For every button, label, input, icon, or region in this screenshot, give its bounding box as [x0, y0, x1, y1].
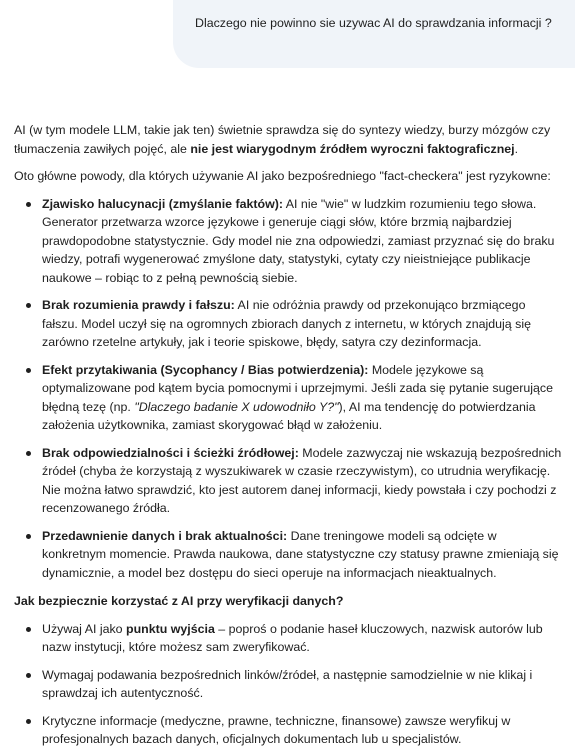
- reason-text: Modele językowe są optymalizowane pod kątem bycia pomocnymi i uprzejmymi. Jeśli zada się pytanie sugerujące błędną tezę (np.: [42, 362, 554, 414]
- tips-list: [14, 620, 562, 749]
- bullet-dot-icon: [26, 627, 31, 632]
- reason-item: [14, 444, 562, 518]
- reasons-list: [14, 195, 562, 583]
- assistant-response: [14, 121, 562, 750]
- reason-text: Modele zazwyczaj nie wskazują bezpośrednich źródeł (chyba że korzystają z wyszukiwarek w czasie rzeczywistym), co utrudnia weryfikację. Nie można łatwo sprawdzić, kto jest autorem danej informacji, kiedy powstała i czy pochodzi z recenzowanego źródła.: [42, 445, 562, 515]
- reason-text: Dane treningowe modeli są odcięte w konkretnym momencie. Prawda naukowa, dane statystyczne czy statusy prawne zmieniają się dynamicznie, a model bez dostępu do sieci operuje na informacjach nieaktualnych.: [42, 528, 559, 580]
- response-intro: [14, 121, 562, 158]
- bullet-dot-icon: [26, 202, 31, 207]
- tip-text: Używaj AI jako: [42, 621, 127, 636]
- reason-title: Brak rozumienia prawdy i fałszu:: [42, 298, 235, 312]
- intro-text: AI (w tym modele LLM, takie jak ten) świetnie sprawdza się do syntezy wiedzy, burzy mózgów czy tłumaczenia zawiłych pojęć, ale: [14, 123, 551, 156]
- reason-text-end: ), AI ma tendencję do potwierdzania założenia użytkownika, zamiast skorygować błąd w założeniu.: [42, 399, 536, 432]
- tip-item: [14, 620, 562, 657]
- reason-title: Przedawnienie danych i brak aktualności:: [42, 528, 288, 543]
- bullet-dot-icon: [26, 368, 31, 373]
- tip-item: [14, 712, 562, 749]
- tip-bold-text: punktu wyjścia: [126, 621, 215, 636]
- bullet-dot-icon: [26, 303, 31, 308]
- bullet-dot-icon: [26, 719, 31, 724]
- reason-item: [14, 296, 562, 352]
- tip-item: [14, 666, 562, 703]
- reason-italic-example: "Dlaczego badanie X udowodniło Y?": [134, 399, 339, 414]
- intro-bold-text: nie jest wiarygodnym źródłem wyroczni faktograficznej: [190, 141, 515, 156]
- reason-item: [14, 361, 562, 435]
- reason-title: Brak odpowiedzialności i ścieżki źródłowej:: [42, 445, 299, 460]
- reason-title: Zjawisko halucynacji (zmyślanie faktów):: [42, 196, 284, 211]
- bullet-dot-icon: [26, 673, 31, 678]
- reason-title: Efekt przytakiwania (Sycophancy / Bias potwierdzenia):: [42, 362, 369, 377]
- bullet-dot-icon: [26, 451, 31, 456]
- user-message-bubble: [173, 0, 575, 68]
- bullet-dot-icon: [26, 534, 31, 539]
- reason-item: [14, 195, 562, 288]
- tip-text: Wymagaj podawania bezpośrednich linków/źródeł, a następnie samodzielnie w nie klikaj i sprawdzaj ich autentyczność.: [42, 667, 533, 700]
- reason-text: AI nie "wie" w ludzkim rozumieniu tego słowa. Generator przetwarza wzorce językowe i generuje ciągi słów, które brzmią najbardziej prawdopodobne statystycznie. Gdy model nie zna odpowiedzi, zamiast przyznać się do braku wiedzy, potrafi wygenerować zmyślone daty, statystyki, cytaty czy nieistniejące publikacje naukowe – robiąc to z pełną pewnością siebie.: [42, 196, 555, 285]
- response-lead: Oto główne powody, dla których używanie AI jako bezpośredniego "fact-checkera" jest ryzykowne:: [14, 169, 551, 183]
- intro-text-end: .: [514, 141, 519, 156]
- safe-usage-heading: Jak bezpiecznie korzystać z AI przy weryfikacji danych?: [14, 594, 344, 608]
- tip-text: Krytyczne informacje (medyczne, prawne, techniczne, finansowe) zawsze weryfikuj w profesjonalnych bazach danych, oficjalnych dokumentach lub u specjalistów.: [42, 713, 511, 746]
- reason-item: [14, 527, 562, 583]
- tip-text-end: – poproś o podanie haseł kluczowych, nazwisk autorów lub nazw instytucji, które możesz sam zweryfikować.: [42, 621, 543, 654]
- reason-text: AI nie odróżnia prawdy od przekonująco brzmiącego fałszu. Model uczył się na ogromnych zbiorach danych z internetu, w których znajdują się zarówno rzetelne artykuły, jak i teorie spiskowe, błędy, satyra czy dezinformacja.: [42, 298, 531, 349]
- user-message-text: Dlaczego nie powinno sie uzywac AI do sprawdzania informacji ?: [195, 16, 552, 30]
